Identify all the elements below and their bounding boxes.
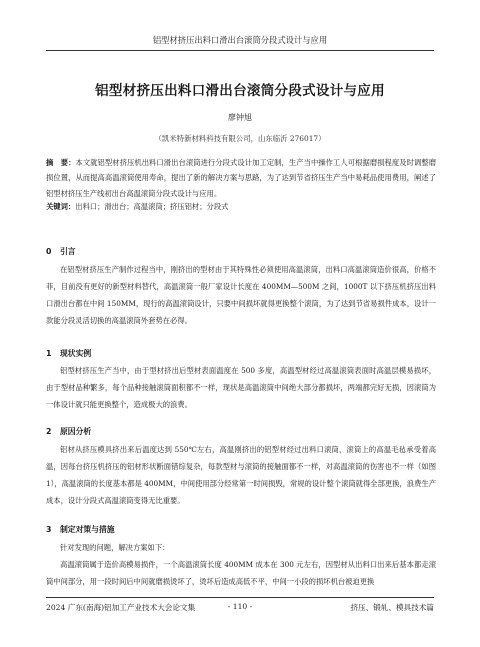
keywords-text: 出料口；滑出台；高温滚筒；挤压铝材；分段式 bbox=[75, 202, 229, 211]
affiliation: （凯米特新材料科技有限公司，山东临沂 276017） bbox=[154, 134, 326, 143]
footer-proceedings: 2024 广东(南海)铝加工产业技术大会论文集 bbox=[46, 603, 196, 612]
section-heading-0 bbox=[46, 246, 76, 257]
paragraph: 高温滚筒属于造价高模易损件，一个高温滚筒长度 400MM 成本在 300 元左右，因型材从出料口出来后基本都走滚筒中间部分，用一段时间后中间就磨损烫坏了，烫坏后造成高低不平，中间一小段的损坏机台被迫更换 bbox=[46, 560, 436, 586]
section-title: 原因分析 bbox=[60, 427, 92, 436]
keywords bbox=[46, 199, 436, 214]
section-number: 0 bbox=[46, 247, 52, 256]
page-number: - 110 - bbox=[227, 602, 253, 611]
section-heading-1 bbox=[46, 348, 91, 359]
keywords-label: 关键词： bbox=[46, 202, 76, 211]
running-header: 铝型材挤压出料口滑出台滚筒分段式设计与应用 bbox=[46, 34, 434, 51]
section-number: 1 bbox=[46, 349, 52, 358]
paragraph: 铝型材挤压生产当中，由于型材挤出后型材表面温度在 500 多度，高温型材经过高温滚筒表面时高温层模易损坏，由于型材品种繁多，每个品种接触滚筒面积都不一样，现状是高温滚筒中间绝大部分都损坏，两端都完好无损，因滚筒为一体设计就只能更换整个，造成极大的浪费。 bbox=[46, 366, 436, 409]
abstract bbox=[46, 155, 436, 201]
footer-section: 挤压、锻轧、模具技术篇 bbox=[350, 603, 434, 612]
paragraph: 在铝型材挤压生产制作过程当中，刚挤出的型材由于其特殊性必须使用高温滚筒，出料口高温滚筒造价很高，价格不菲，目前没有更好的新型材料替代，高温滚筒一般厂家设计长度在 400MM—500M 之间，1000T 以下挤压机挤压出料口滑出台都在中间 150MM，现行的高温滚筒设计，只要中间损坏就得更换整个滚筒，为了达到节省易损件成本，设计一款能分段灵活切换的高温滚筒外套势在必得。 bbox=[46, 265, 436, 325]
abstract-label: 摘 要： bbox=[46, 158, 76, 167]
abstract-text: 本文就铝型材挤压机出料口滑出台滚筒进行分段式设计加工定制，生产当中操作工人可根据磨损程度及时调整磨损位置，从而提高高温滚筒使用寿命，提出了新的解决方案与思路，为了达到节省挤压生产当中易耗品使用费用，阐述了铝型材挤压生产线初出台高温滚筒分段式设计与应用。 bbox=[46, 158, 437, 198]
section-title: 引言 bbox=[60, 247, 76, 256]
section-heading-3 bbox=[46, 524, 115, 535]
author: 廖钟旭 bbox=[228, 113, 252, 122]
section-number: 3 bbox=[46, 525, 52, 534]
paper-title: 铝型材挤压出料口滑出台滚筒分段式设计与应用 bbox=[95, 83, 385, 99]
section-number: 2 bbox=[46, 427, 52, 436]
section-title: 现状实例 bbox=[60, 349, 92, 358]
footer-rule bbox=[46, 597, 434, 598]
section-title: 制定对策与措施 bbox=[60, 525, 115, 534]
paragraph: 铝材从挤压模具挤出来后温度达到 550℃左右，高温刚挤出的铝型材经过出料口滚筒，滚筒上的高温毛毡承受着高温，因每台挤压机挤压的铝材形状断面错综复杂，每款型材与滚筒的接触面都不一样，对高温滚筒的伤害也不一样（如图 1），高温滚筒的长度基本都是 400MM，中间使用部分经常第一时间损毁，常规的设计整个滚筒就得全部更换，浪费生产成本，设计分段式高温滚筒变得无比重要。 bbox=[46, 445, 436, 505]
section-heading-2 bbox=[46, 426, 91, 437]
paragraph: 针对发现的问题，解决方案如下： bbox=[60, 543, 170, 552]
